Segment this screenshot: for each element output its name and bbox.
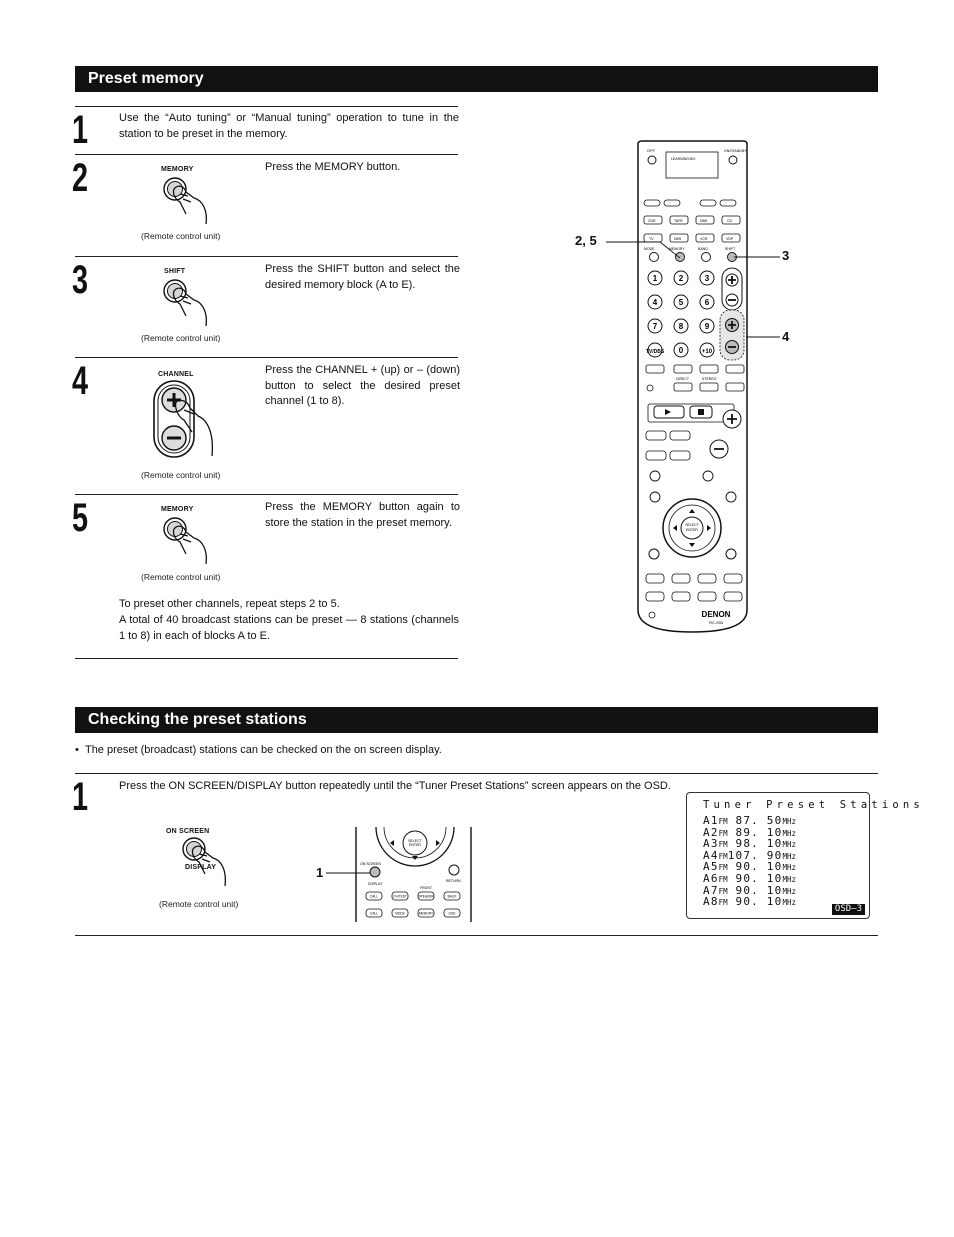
- caption: (Remote control unit): [141, 572, 221, 582]
- svg-text:1: 1: [652, 274, 658, 283]
- svg-text:CDR: CDR: [648, 219, 656, 223]
- check-step-text: Press the ON SCREEN/DISPLAY button repeatedly until the “Tuner Preset Stations” screen appears on the OSD.: [119, 780, 671, 792]
- svg-text:OSD: OSD: [448, 911, 456, 916]
- svg-text:VCR: VCR: [700, 237, 708, 241]
- osd-title: Tuner Preset Stations: [703, 799, 924, 811]
- preset-band: FM: [718, 875, 728, 884]
- svg-text:8: 8: [678, 322, 684, 331]
- svg-text:SELECT: SELECT: [408, 839, 422, 843]
- svg-text:3: 3: [704, 274, 710, 283]
- hand-pressing-button-icon: [150, 172, 220, 227]
- svg-text:CALL: CALL: [370, 894, 378, 899]
- preset-band: FM: [718, 828, 728, 838]
- remote-control-illustration: [630, 140, 755, 635]
- callout-channel: 4: [782, 329, 790, 344]
- svg-text:BAND: BAND: [698, 247, 708, 251]
- shift-button-label: SHIFT: [164, 268, 186, 275]
- section-header-checking-preset: Checking the preset stations: [75, 707, 878, 733]
- preset-frequency: 90. 10: [727, 895, 783, 909]
- preset-unit: MHz: [782, 817, 796, 826]
- preset-channel: A7: [703, 883, 719, 897]
- svg-text:TV/DBS: TV/DBS: [645, 349, 665, 355]
- step-number: 2: [72, 156, 89, 200]
- hand-pressing-button-icon: [150, 274, 220, 329]
- divider: [75, 106, 458, 107]
- svg-text:FRONT: FRONT: [420, 886, 433, 890]
- preset-channel: A6: [703, 872, 719, 885]
- note-line: To preset other channels, repeat steps 2 to 5.: [119, 598, 340, 610]
- svg-text:9: 9: [704, 322, 710, 331]
- svg-text:OFF: OFF: [647, 148, 655, 153]
- step-number: 1: [72, 108, 89, 152]
- hand-pressing-button-icon: [150, 512, 220, 567]
- svg-text:4: 4: [652, 298, 658, 307]
- svg-text:ON SCREEN: ON SCREEN: [360, 862, 381, 866]
- svg-text:CALL: CALL: [370, 911, 378, 916]
- preset-channel: A8: [703, 895, 719, 909]
- svg-text:TV: TV: [649, 237, 654, 241]
- svg-text:0: 0: [678, 346, 684, 355]
- svg-text:SPEAKER: SPEAKER: [418, 894, 434, 899]
- svg-text:MEMORY: MEMORY: [418, 911, 434, 916]
- svg-text:DBS: DBS: [700, 219, 708, 223]
- preset-frequency: 107. 90: [727, 848, 783, 862]
- step-number: 5: [72, 496, 89, 540]
- svg-text:ENTER: ENTER: [409, 843, 421, 847]
- preset-unit: MHz: [782, 851, 796, 861]
- step-4-text: Press the CHANNEL + (up) or – (down) button to select the desired preset channel (1 to 8).: [265, 364, 460, 407]
- svg-text:CH/TEST: CH/TEST: [393, 894, 407, 899]
- osd-preset-row: [703, 895, 796, 908]
- divider: [75, 935, 878, 936]
- step-3-text: Press the SHIFT button and select the desired memory block (A to E).: [265, 263, 460, 291]
- divider: [75, 494, 458, 495]
- memory-button-label: MEMORY: [161, 506, 194, 513]
- section-header-preset-memory: Preset memory: [75, 66, 878, 92]
- preset-frequency: 90. 10: [727, 883, 783, 897]
- divider: [75, 773, 878, 774]
- svg-text:DENON: DENON: [701, 610, 731, 619]
- svg-text:+10: +10: [701, 349, 713, 355]
- preset-band: FM: [718, 851, 728, 861]
- step-number: 4: [72, 359, 89, 403]
- svg-text:BACK: BACK: [447, 894, 457, 899]
- preset-unit: MHz: [782, 863, 796, 873]
- preset-unit: MHz: [782, 898, 796, 908]
- callout-line: [606, 241, 682, 261]
- step-1-text: Use the “Auto tuning” or “Manual tuning” operation to tune in the station to be preset in the memory.: [119, 112, 459, 140]
- divider: [75, 154, 458, 155]
- svg-text:DISPLAY: DISPLAY: [368, 882, 383, 886]
- note-line: A total of 40 broadcast stations can be preset — 8 stations (channels 1 to 8) in each of blocks A to E.: [119, 614, 459, 642]
- step-number: 3: [72, 258, 89, 302]
- preset-frequency: 90. 10: [727, 872, 783, 885]
- preset-band: FM: [718, 863, 728, 873]
- preset-band: FM: [718, 817, 728, 826]
- svg-text:VDP: VDP: [726, 237, 734, 241]
- divider: [75, 357, 458, 358]
- preset-channel: A5: [703, 860, 719, 874]
- svg-text:5: 5: [678, 298, 684, 307]
- caption: (Remote control unit): [141, 231, 221, 241]
- caption: (Remote control unit): [141, 333, 221, 343]
- svg-text:RC-935: RC-935: [709, 620, 723, 625]
- svg-text:SELECT: SELECT: [685, 523, 699, 527]
- divider: [75, 658, 458, 659]
- preset-unit: MHz: [782, 886, 796, 896]
- svg-text:6: 6: [704, 298, 710, 307]
- svg-text:DIRECT: DIRECT: [676, 377, 690, 381]
- svg-text:ENTER: ENTER: [686, 528, 698, 532]
- osd-screen: [686, 792, 924, 919]
- preset-frequency: 87. 50: [727, 814, 783, 827]
- callout-display: 1: [316, 865, 324, 880]
- preset-band: FM: [718, 840, 728, 850]
- svg-text:RETURN: RETURN: [446, 879, 461, 883]
- svg-text:TAPE: TAPE: [674, 219, 683, 223]
- svg-text:STEREO: STEREO: [702, 377, 717, 381]
- bullet-note: • The preset (broadcast) stations can be checked on the on screen display.: [75, 744, 442, 756]
- caption: (Remote control unit): [159, 899, 239, 909]
- bullet-text: The preset (broadcast) stations can be checked on the on screen display.: [84, 744, 442, 756]
- svg-text:DBS: DBS: [674, 237, 682, 241]
- callout-shift: 3: [782, 248, 790, 263]
- channel-rocker-hand-icon: [152, 380, 222, 460]
- preset-unit: MHz: [782, 840, 796, 850]
- svg-text:SHIFT: SHIFT: [725, 247, 736, 251]
- preset-frequency: 90. 10: [727, 860, 783, 874]
- preset-unit: MHz: [782, 828, 796, 838]
- preset-channel: A2: [703, 825, 719, 839]
- divider: [75, 256, 458, 257]
- on-screen-button-label: ON SCREEN: [166, 828, 210, 835]
- preset-channel: A4: [703, 848, 719, 862]
- svg-text:7: 7: [652, 322, 658, 331]
- step-number: 1: [72, 775, 89, 819]
- osd-page-tag: OSD–3: [832, 904, 865, 915]
- preset-frequency: 89. 10: [727, 825, 783, 839]
- svg-text:MEMORY: MEMORY: [669, 247, 685, 251]
- step-5-text: Press the MEMORY button again to store the station in the preset memory.: [265, 501, 460, 529]
- svg-text:MODE: MODE: [395, 911, 405, 916]
- preset-channel: A3: [703, 837, 719, 851]
- preset-band: FM: [718, 886, 728, 896]
- channel-button-label: CHANNEL: [158, 371, 194, 378]
- svg-text:ON/STANDBY: ON/STANDBY: [724, 149, 747, 153]
- callout-memory: 2, 5: [575, 233, 597, 248]
- hand-pressing-button-icon: [172, 834, 244, 889]
- display-button-label: DISPLAY: [185, 864, 217, 871]
- preset-frequency: 98. 10: [727, 837, 783, 851]
- step-2-text: Press the MEMORY button.: [265, 161, 401, 173]
- remote-detail-illustration: [354, 827, 474, 922]
- preset-band: FM: [718, 898, 728, 908]
- svg-text:MODE: MODE: [644, 247, 655, 251]
- memory-button-label: MEMORY: [161, 166, 194, 173]
- preset-unit: MHz: [782, 875, 796, 884]
- caption: (Remote control unit): [141, 470, 221, 480]
- callout-line: [746, 336, 782, 340]
- svg-text:2: 2: [678, 274, 684, 283]
- svg-text:CD: CD: [727, 219, 733, 223]
- callout-line: [734, 256, 782, 260]
- svg-text:LEARNING/SIX: LEARNING/SIX: [671, 157, 696, 161]
- preset-channel: A1: [703, 814, 719, 827]
